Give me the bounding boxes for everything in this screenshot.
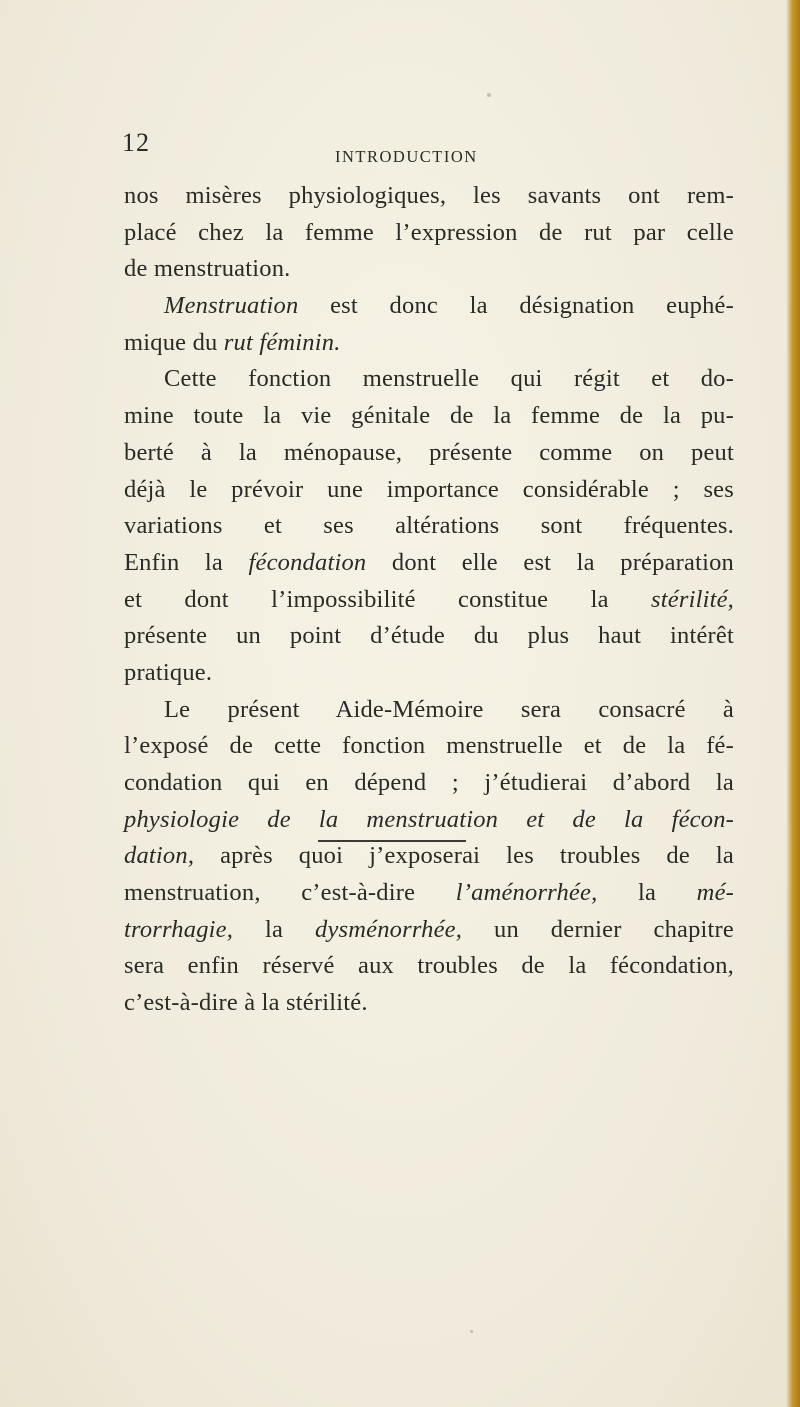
text-line [124, 215, 734, 252]
text-run: c’est-à-dire à la stérilité. [124, 989, 368, 1017]
italic-text: dation, [124, 842, 195, 870]
text-run: la [597, 879, 697, 907]
paper-speck [487, 93, 491, 97]
text-run: Enfin la [124, 548, 249, 576]
text-line [124, 692, 734, 729]
text-line [124, 765, 734, 802]
text-run: Cette fonction menstruelle qui régit et do- [164, 365, 734, 393]
text-run: nos misères physiologiques, les savants ont rem- [124, 182, 734, 209]
italic-text: fécondation [248, 548, 367, 576]
italic-text: dysménorrhée, [315, 915, 463, 943]
text-line [124, 361, 734, 398]
italic-text: Menstruation [164, 292, 299, 320]
text-line [124, 618, 734, 655]
running-head: INTRODUCTION [335, 147, 478, 166]
text-line [124, 251, 734, 288]
text-run: mine toute la vie génitale de la femme de la pu- [124, 402, 734, 430]
page-number: 12 [122, 128, 150, 157]
text-line [124, 435, 734, 472]
text-line [124, 398, 734, 435]
text-line [124, 508, 734, 545]
text-run: l’exposé de cette fonction menstruelle et de la fé- [124, 732, 734, 760]
text-line [124, 912, 734, 949]
page-edge-shadow [786, 0, 800, 1407]
text-run: un dernier chapitre [462, 915, 734, 943]
text-line [124, 728, 734, 765]
text-run: de menstruation. [124, 255, 291, 283]
text-line [124, 545, 734, 582]
text-line [124, 288, 734, 325]
text-run: berté à la ménopause, présente comme on peut [124, 438, 734, 466]
text-run: variations et ses altérations sont fréquentes. [124, 512, 734, 540]
italic-text: l’aménorrhée, [455, 879, 598, 907]
text-line [124, 985, 734, 1022]
italic-text: mé- [696, 879, 734, 907]
section-divider [318, 840, 466, 842]
text-line [124, 178, 734, 215]
text-run: après quoi j’exposerai les troubles de la [194, 842, 734, 870]
body-text [124, 178, 734, 1022]
text-run: pratique. [124, 658, 213, 686]
text-run: déjà le prévoir une importance considérable ; ses [124, 475, 734, 503]
text-line [124, 472, 734, 509]
italic-text: trorrhagie, [124, 915, 234, 943]
text-run: menstruation, c’est-à-dire [124, 879, 456, 907]
italic-text: stérilité, [651, 585, 734, 613]
text-run: mique du [124, 328, 224, 356]
text-line [124, 582, 734, 619]
text-run: est donc la désignation euphé- [298, 292, 734, 320]
text-line [124, 325, 734, 362]
text-run: condation qui en dépend ; j’étudierai d’abord la [124, 769, 734, 796]
text-run: sera enfin réservé aux troubles de la fécondation, [124, 952, 734, 980]
text-run: placé chez la femme l’expression de rut par celle [124, 218, 734, 246]
paper-speck [470, 1330, 473, 1333]
text-run: présente un point d’étude du plus haut intérêt [124, 622, 734, 650]
text-run: dont elle est la préparation [366, 548, 734, 576]
text-line [124, 875, 734, 912]
text-run: la [233, 915, 315, 943]
italic-text: physiologie de la menstruation et de la fécon- [124, 805, 734, 833]
text-run: et dont l’impossibilité constitue la [124, 585, 652, 613]
text-line [124, 802, 734, 839]
text-line [124, 655, 734, 692]
text-line [124, 838, 734, 875]
text-line [124, 948, 734, 985]
text-run: Le présent Aide-Mémoire sera consacré à [164, 695, 734, 723]
italic-text: rut féminin. [223, 328, 341, 356]
